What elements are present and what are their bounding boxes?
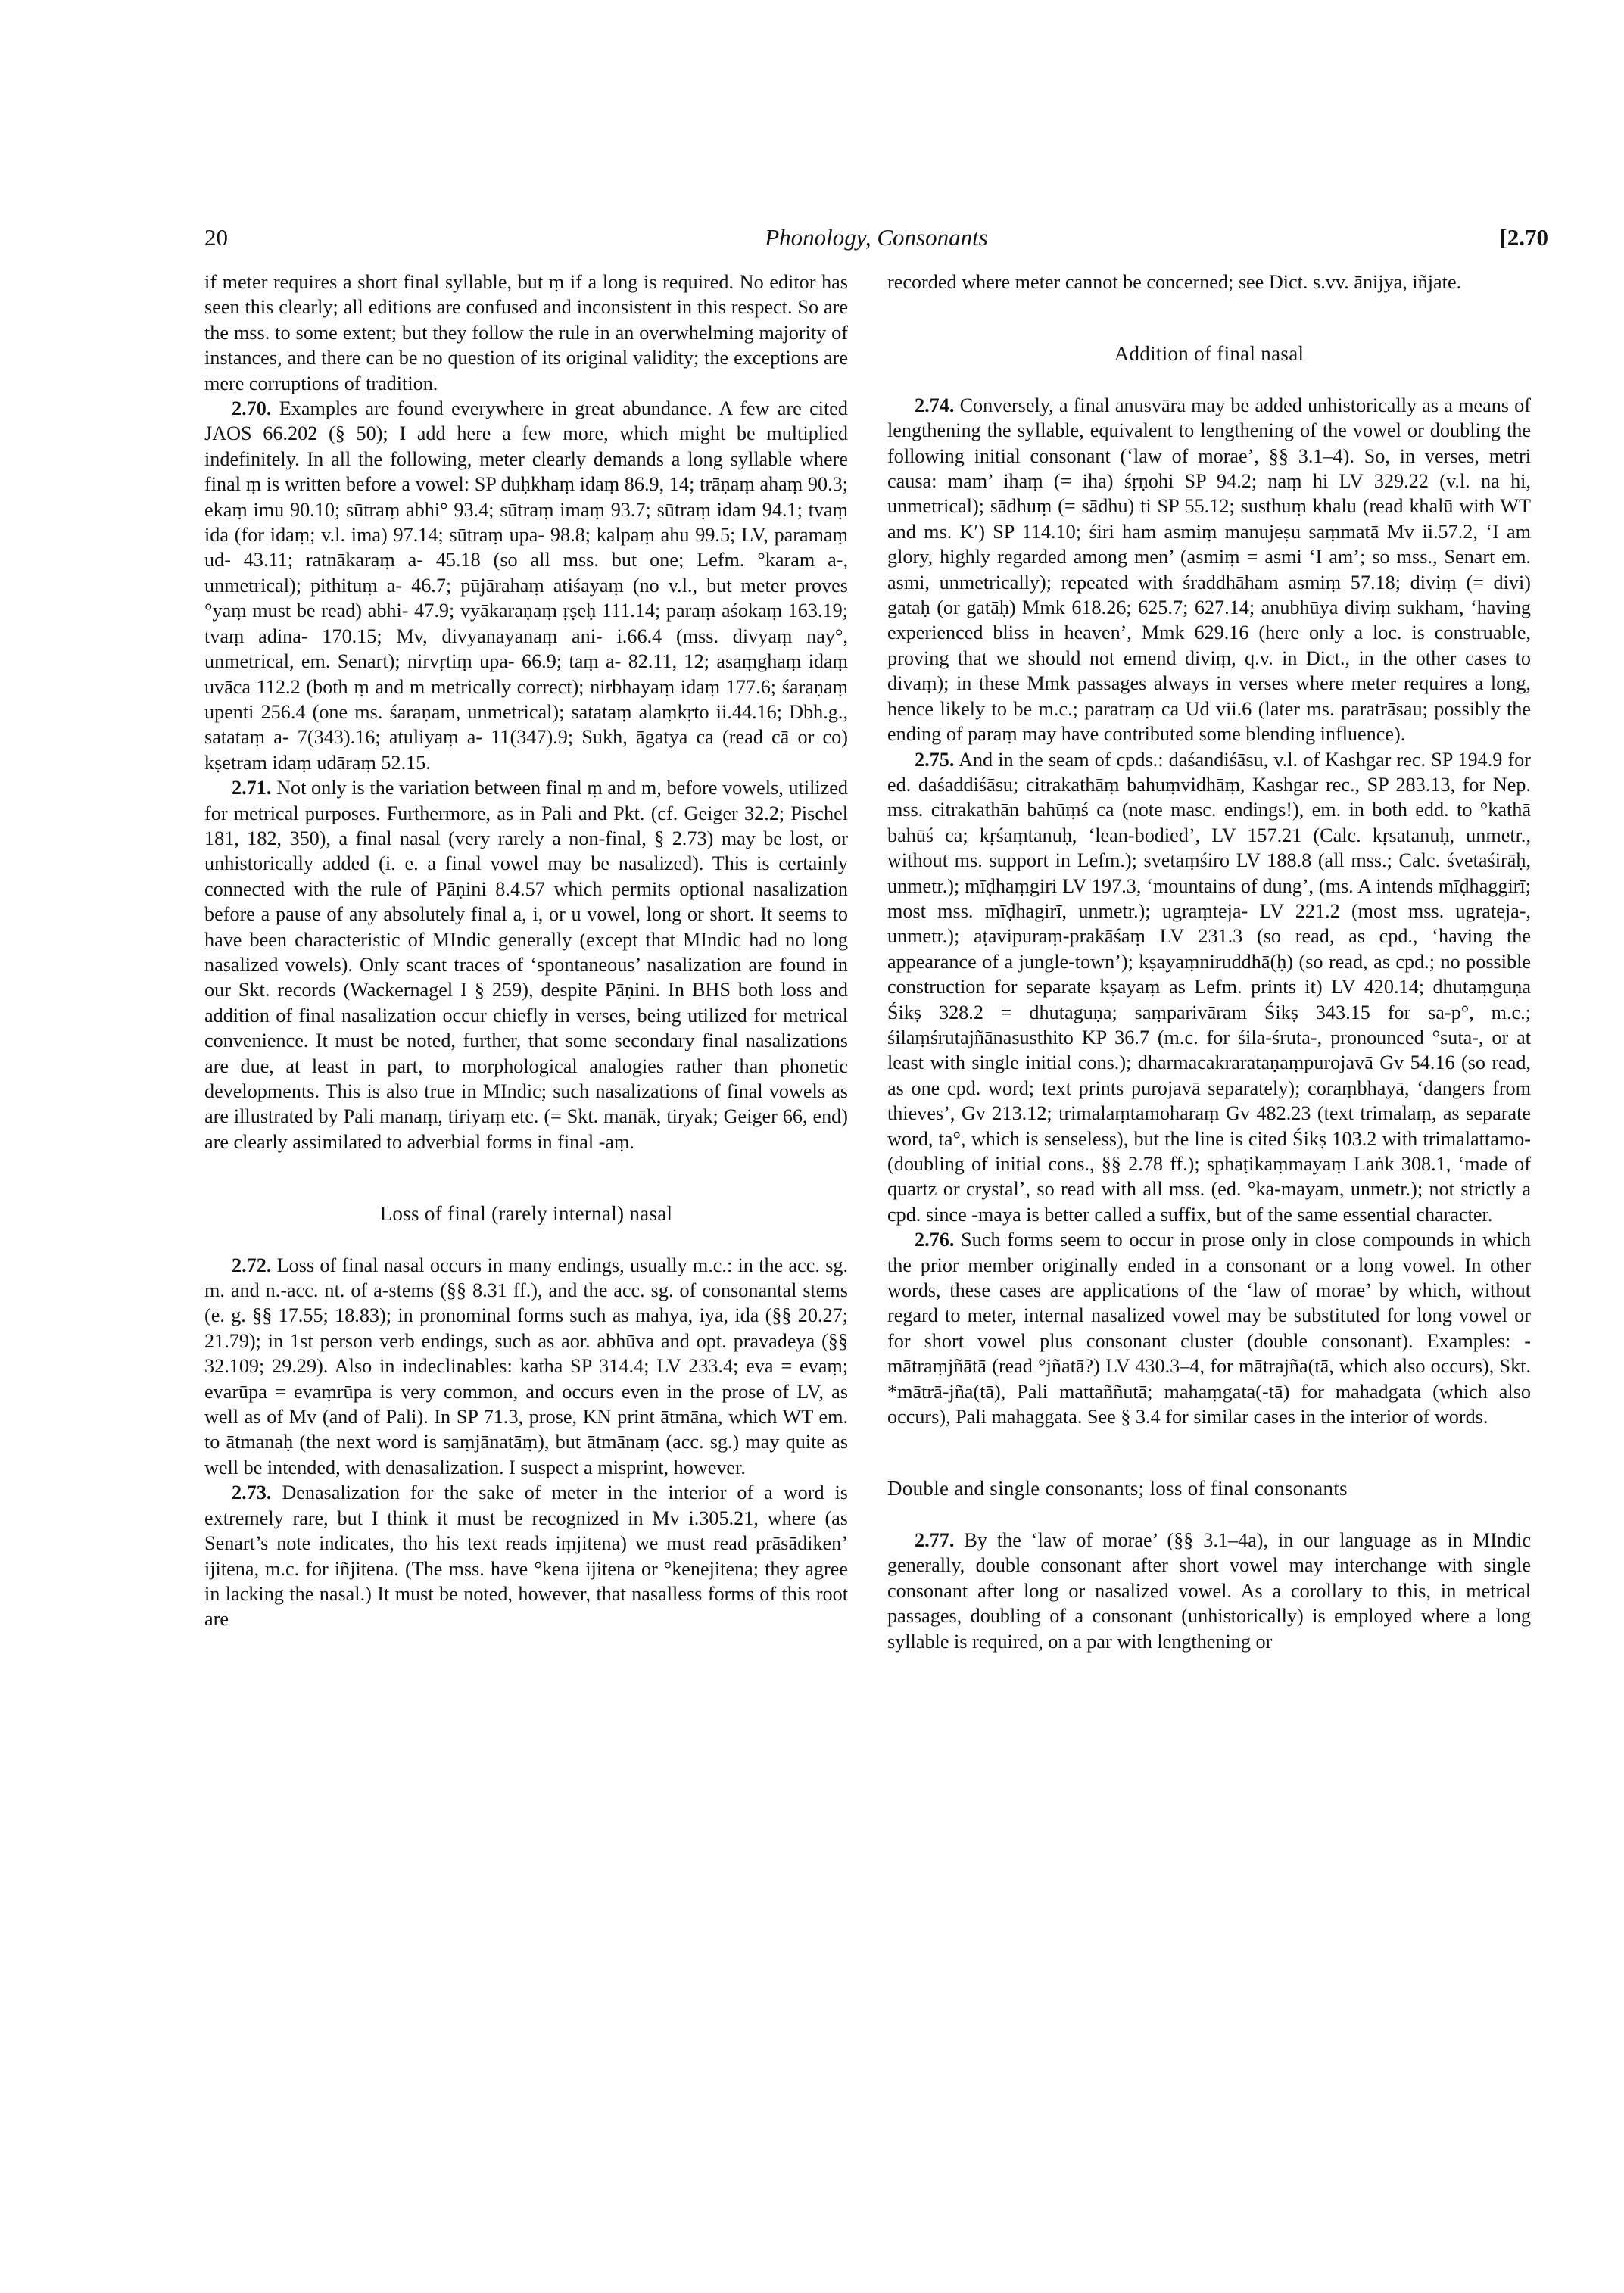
section-number: 2.73. — [232, 1481, 272, 1504]
section-heading: Double and single consonants; loss of final consonants — [887, 1477, 1348, 1500]
paragraph — [204, 1253, 848, 1481]
section-number: 2.71. — [232, 777, 272, 799]
paragraph-text: Denasalization for the sake of meter in the interior of a word is extremely rare, but I think it must be recognized in Mv i.305.21, where (as Senart’s note indicates, tho his text reads iṃjitena) we must read prāsādiken’ ijitena, m.c. for iñjitena. (The mss. have °kena ijitena or °kenejitena; they agree in lacking the nasal.) It must be noted, however, that nasalless forms of this root are — [204, 1481, 848, 1631]
running-title: Phonology, Consonants — [765, 224, 988, 251]
paragraph — [887, 269, 1531, 294]
section-heading: Loss of final (rarely internal) nasal — [379, 1202, 673, 1226]
paragraph — [204, 1480, 848, 1631]
paragraph — [204, 269, 848, 396]
paragraph-text: if meter requires a short final syllable, but ṃ if a long is required. No editor has seen this clearly; all editions are confused and inconsistent in this respect. So are the mss. to some extent; but they follow the rule in an overwhelming majority of instances, and there can be no question of its original validity; the exceptions are mere corruptions of tradition. — [204, 271, 848, 394]
paragraph — [887, 747, 1531, 1228]
paragraph — [204, 775, 848, 1154]
section-number: 2.76. — [915, 1229, 955, 1251]
paragraph-text: By the ‘law of morae’ (§§ 3.1–4a), in our language as in MIndic generally, double consonant after short vowel may interchange with single consonant after long or nasalized vowel. As a corollary to this, in metrical passages, doubling of a consonant (unhistorically) is employed where a long syllable is required, on a par with lengthening or — [887, 1528, 1532, 1653]
paragraph-text: recorded where meter cannot be concerned; see Dict. s.vv. ānijya, iñjate. — [887, 271, 1462, 293]
paragraph-text: Examples are found everywhere in great abundance. A few are cited JAOS 66.202 (§ 50); I add here a few more, which might be multiplied indefinitely. In all the following, meter clearly demands a long syllable where final ṃ is written before a vowel: SP duḥkhaṃ idaṃ 86.9, 14; trāṇaṃ ahaṃ 90.3; ekaṃ imu 90.10; sūtraṃ abhi° 93.4; sūtraṃ imaṃ 93.7; sūtraṃ idam 94.1; tvaṃ ida (for idaṃ; v.l. ima) 97.14; sūtraṃ upa- 98.8; kalpaṃ ahu 99.5; LV, paramaṃ ud- 43.11; ratnākaraṃ a- 45.18 (so all mss. but one; Lefm. °karam a-, unmetrical); pithituṃ a- 46.7; pūjārahaṃ atiśayaṃ (no v.l., but meter proves °yaṃ must be read) abhi- 47.9; vyākaraṇaṃ ṛṣeḥ 111.14; paraṃ aśokaṃ 163.19; tvaṃ adina- 170.15; Mv, divyanayanaṃ ani- i.66.4 (mss. divyaṃ nay°, unmetrical, em. Senart); nirvṛtiṃ upa- 66.9; taṃ a- 82.11, 12; asaṃghaṃ idaṃ uvāca 112.2 (both ṃ and m metrically correct); nirbhayaṃ idaṃ 177.6; śaraṇaṃ upenti 256.4 (one ms. śaraṇam, unmetrical); satataṃ alaṃkṛto ii.44.16; Dbh.g., satataṃ a- 7(343).16; atuliyaṃ a- 11(347).9; Sukh, āgatya ca (read cā or co) kṣetram idaṃ udāraṃ 52.15. — [204, 397, 849, 774]
paragraph — [887, 393, 1531, 747]
running-head — [204, 224, 1548, 262]
section-number: 2.77. — [915, 1528, 955, 1551]
paragraph-text: Not only is the variation between final ṃ and m, before vowels, utilized for metrical purposes. Furthermore, as in Pali and Pkt. (cf. Geiger 32.2; Pischel 181, 182, 350), a final nasal (very rarely a non-final, § 2.73) may be lost, or unhistorically added (i. e. a final vowel may be nasalized). This is certainly connected with the rule of Pāṇini 8.4.57 which permits optional nasalization before a pause of any absolutely final a, i, or u vowel, long or short. It seems to have been characteristic of MIndic generally (except that MIndic had no long nasalized vowels). Only scant traces of ‘spontaneous’ nasalization are found in our Skt. records (Wackernagel I § 259), despite Pāṇini. In BHS both loss and addition of final nasalization occur chiefly in verses, being utilized for metrical convenience. It must be noted, further, that some secondary final nasalizations are due, at least in part, to morphological analogies rather than phonetic developments. This is also true in MIndic; such nasalizations of final vowels as are illustrated by Pali manaṃ, tiriyaṃ etc. (= Skt. manāk, tiryak; Geiger 66, end) are clearly assimilated to adverbial forms in final -aṃ. — [204, 777, 849, 1153]
paragraph — [887, 1528, 1531, 1654]
paragraph-text: Such forms seem to occur in prose only in close compounds in which the prior member originally ended in a consonant or a long vowel. In other words, these cases are applications of the ‘law of morae’ by which, without regard to meter, internal nasalized vowel may be substituted for long vowel or for short vowel plus consonant cluster (double consonant). Examples: -mātraṃjñātā (read °jñatā?) LV 430.3–4, for mātrajña(tā, which also occurs), Skt. *mātrā-jña(tā), Pali mattaññutā; mahaṃgata(-tā) for mahadgata (which also occurs), Pali mahaggata. See § 3.4 for similar cases in the interior of words. — [887, 1229, 1531, 1428]
section-marker: [2.70 — [1499, 224, 1548, 251]
right-column — [887, 269, 1531, 1654]
section-number: 2.72. — [232, 1254, 272, 1276]
section-heading: Addition of final nasal — [1114, 342, 1304, 366]
paragraph-text: Loss of final nasal occurs in many endings, usually m.c.: in the acc. sg. m. and n.-acc. nt. of a-stems (§§ 8.31 ff.), and the acc. sg. of consonantal stems (e. g. §§ 17.55; 18.83); in pronominal forms such as mahya, iya, ida (§§ 20.27; 21.79); in 1st person verb endings, such as aor. abhūva and opt. pravadeya (§§ 32.109; 29.29). Also in indeclinables: katha SP 314.4; LV 233.4; eva = evaṃ; evarūpa = evaṃrūpa is very common, and occurs even in the prose of LV, as well as of Mv (and of Pali). In SP 71.3, prose, KN print ātmāna, which WT em. to ātmanaḥ (the next word is saṃjānatāṃ), but ātmānaṃ (acc. sg.) may quite as well be intended, with denasalization. I suspect a misprint, however. — [204, 1254, 848, 1478]
left-column — [204, 269, 848, 1632]
paragraph — [204, 396, 848, 775]
section-number: 2.74. — [915, 394, 955, 416]
paragraph-text: Conversely, a final anusvāra may be added unhistorically as a means of lengthening the syllable, equivalent to lengthening of the vowel or doubling the following initial consonant (‘law of morae’, §§ 3.1–4). So, in verses, metri causa: mam’ ihaṃ (= iha) śṛṇohi SP 94.2; naṃ hi LV 329.22 (v.l. na hi, unmetrical); sādhuṃ (= sādhu) ti SP 55.12; susthuṃ khalu (read khalū with WT and ms. K′) SP 114.10; śiri ham asmiṃ manujeṣu saṃmatā Mv ii.57.2, ‘I am glory, highly regarded among men’ (asmiṃ = asmi ‘I am’; so mss., Senart em. asmi, unmetrically); repeated with śraddhāham asmiṃ 57.18; diviṃ (= divi) gataḥ (or gatāḥ) Mmk 618.26; 625.7; 627.14; anubhūya diviṃ sukham, ‘having experienced bliss in heaven’, Mmk 629.16 (here only a loc. is construable, proving that we should not emend diviṃ, q.v. in Dict., in the other cases to divaṃ); in these Mmk passages always in verses where meter requires a long, hence likely to be m.c.; paratraṃ ca Ud vii.6 (later ms. paratrāsau; possibly the ending of paraṃ may have contributed some blending influence). — [887, 394, 1531, 746]
section-number: 2.70. — [232, 397, 272, 420]
paragraph-text: And in the seam of cpds.: daśandiśāsu, v.l. of Kashgar rec. SP 194.9 for ed. daśaddiśāsu; citrakathāṃ bahuṃvidhāṃ, Kashgar rec., SP 283.13, for Nep. mss. citrakathān bahūṃś ca (note masc. endings!), em. in both edd. to °kathā bahūś ca; kṛśaṃtanuḥ, ‘lean-bodied’, LV 157.21 (Calc. kṛsatanuḥ, unmetr., without ms. support in Lefm.); svetaṃśiro LV 188.8 (all mss.; Calc. śvetaśirāḥ, unmetr.); mīḍhaṃgiri LV 197.3, ‘mountains of dung’, (ms. A intends mīḍhaggirī; most mss. mīḍhagirī, unmetr.); ugraṃteja- LV 221.2 (most mss. ugrateja-, unmetr.); aṭavipuraṃ-prakāśaṃ LV 231.3 (so read, as cpd., ‘having the appearance of a jungle-town’); kṣayaṃniruddhā(ḥ) (so read, as cpd.; no possible construction for separate kṣayaṃ as Lefm. prints it) LV 420.14; dhutaṃguṇa Śikṣ 328.2 = dhutaguṇa; saṃparivāram Śikṣ 343.15 for sa-p°, m.c.; śilaṃśrutajñānasusthito KP 36.7 (m.c. for śila-śruta-, pronounced °suta-, or at least with single initial cons.); dharmacakrarataṇaṃpurojavā Gv 54.16 (so read, as one cpd. word; text prints purojavā separately); coraṃbhayā, ‘dangers from thieves’, Gv 213.12; trimalaṃtamoharaṃ Gv 482.23 (text trimalaṃ, as separate word, ta°, which is senseless), but the line is cited Śikṣ 103.2 with trimalattamo- (doubling of initial cons., §§ 2.78 ff.); sphaṭikaṃmayaṃ Laṅk 308.1, ‘made of quartz or crystal’, so read with all mss. (ed. °ka-mayam, unmetr.); not strictly a cpd. since -maya is better called a suffix, but of the same essential character. — [887, 748, 1531, 1226]
page-number: 20 — [204, 224, 228, 251]
paragraph — [887, 1227, 1531, 1429]
section-number: 2.75. — [915, 748, 955, 771]
